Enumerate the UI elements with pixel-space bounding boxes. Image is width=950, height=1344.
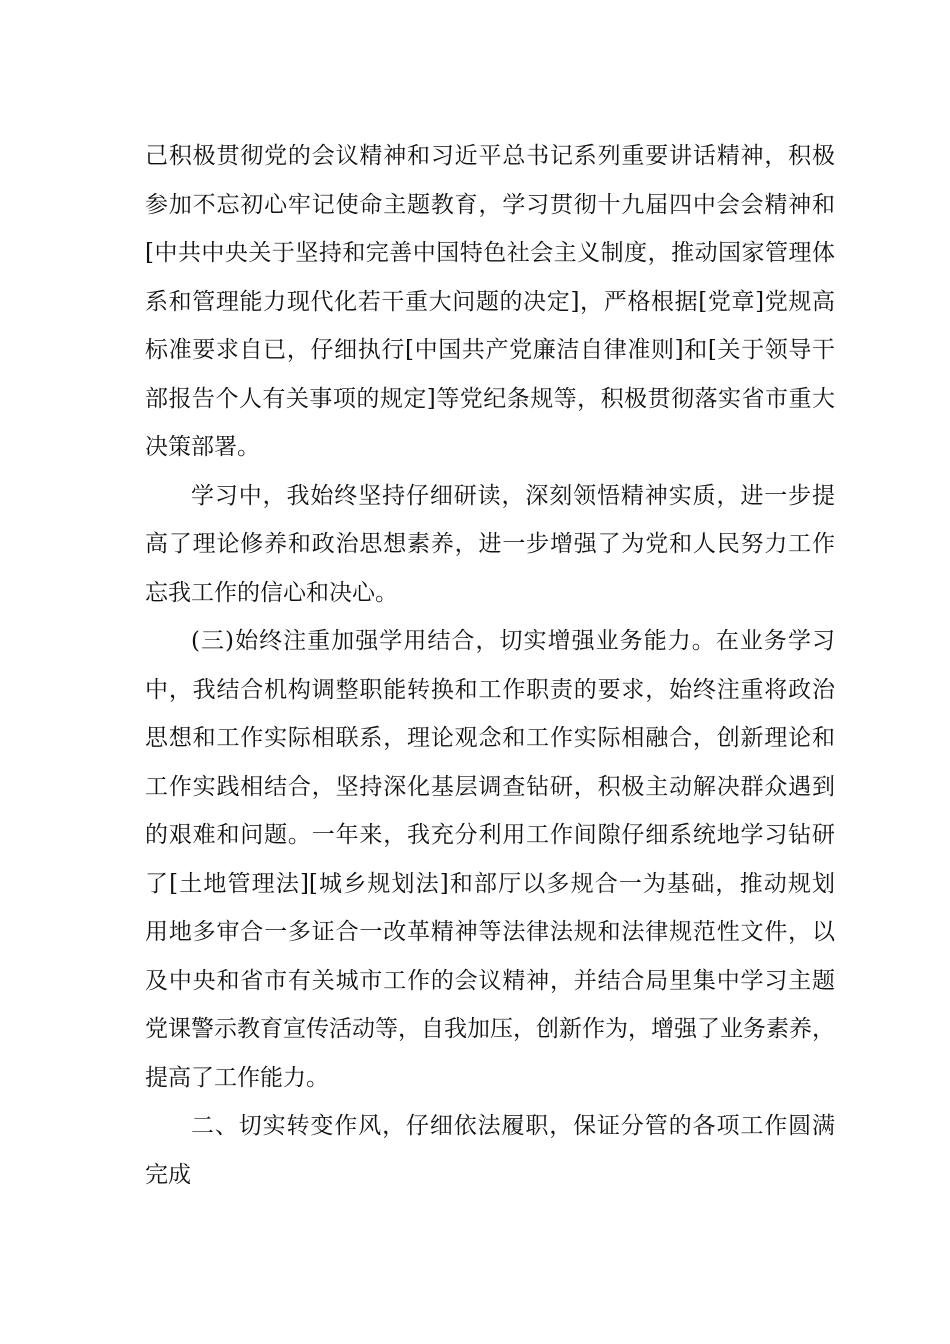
- text-line: 完成: [145, 1161, 191, 1188]
- text-line: 中，我结合机构调整职能转换和工作职责的要求，始终注重将政治: [145, 676, 835, 703]
- text-line: 系和管理能力现代化若干重大问题的决定]，严格根据[党章]党规高: [145, 288, 835, 315]
- text-line: 党课警示教育宣传活动等，自我加压，创新作为，增强了业务素养，: [145, 1016, 835, 1042]
- text-line: 部报告个人有关事项的规定]等党纪条规等，积极贯彻落实省市重大: [145, 385, 835, 412]
- text-line: 高了理论修养和政治思想素养，进一步增强了为党和人民努力工作: [145, 531, 835, 557]
- paragraph: [145, 1102, 835, 1199]
- paragraph: [145, 472, 835, 618]
- text-line: 己积极贯彻党的会议精神和习近平总书记系列重要讲话精神，积极: [145, 143, 835, 169]
- text-line: 忘我工作的信心和决心。: [145, 579, 398, 606]
- paragraph: [145, 617, 835, 1102]
- text-line: 用地多审合一多证合一改革精神等法律法规和法律规范性文件，以: [145, 919, 835, 945]
- text-line: (三)始终注重加强学用结合，切实增强业务能力。在业务学习: [191, 628, 835, 654]
- text-line: 思想和工作实际相联系，理论观念和工作实际相融合，创新理论和: [145, 725, 835, 751]
- text-line: 的艰难和问题。一年来，我充分利用工作间隙仔细系统地学习钻研: [145, 822, 835, 848]
- text-line: 标准要求自已，仔细执行[中国共产党廉洁自律准则]和[关于领导干: [145, 337, 835, 363]
- text-line: 学习中，我始终坚持仔细研读，深刻领悟精神实质，进一步提: [191, 482, 835, 509]
- text-line: 二、切实转变作风，仔细依法履职，保证分管的各项工作圆满: [191, 1113, 835, 1139]
- document-body: [145, 132, 835, 1199]
- paragraph: [145, 132, 835, 472]
- text-line: 及中央和省市有关城市工作的会议精神，并结合局里集中学习主题: [145, 967, 835, 994]
- text-line: 决策部署。: [145, 434, 260, 460]
- text-line: 参加不忘初心牢记使命主题教育，学习贯彻十九届四中会会精神和: [145, 191, 835, 218]
- text-line: [中共中央关于坚持和完善中国特色社会主义制度，推动国家管理体: [145, 240, 835, 266]
- text-line: 提高了工作能力。: [145, 1064, 329, 1091]
- text-line: 了[土地管理法][城乡规划法]和部厅以多规合一为基础，推动规划: [145, 870, 835, 897]
- text-line: 工作实践相结合，坚持深化基层调查钻研，积极主动解决群众遇到: [145, 773, 835, 800]
